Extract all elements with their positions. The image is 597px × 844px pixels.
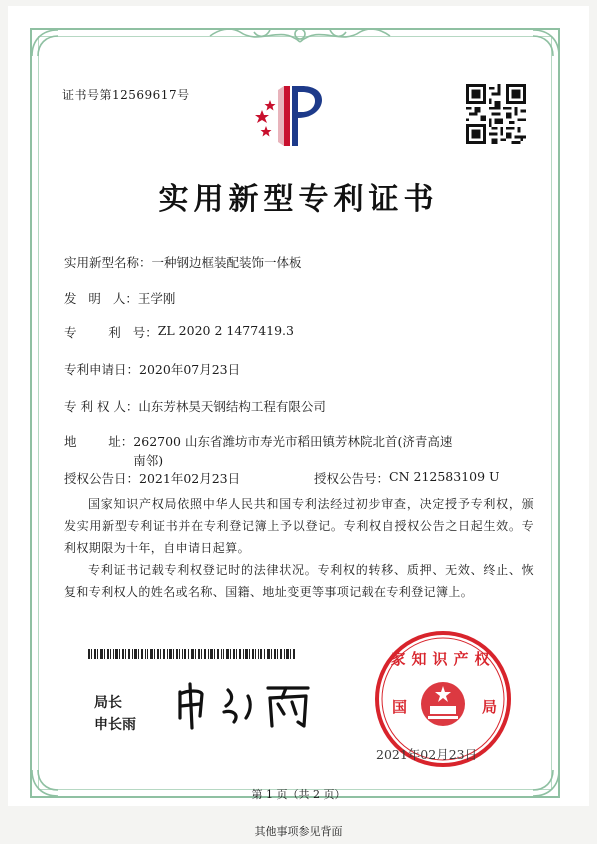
field-label: 地 址： (64, 434, 134, 449)
seal-date: 2021年02月23日 (376, 747, 478, 762)
grant-statement-paragraph: 国家知识产权局依照中华人民共和国专利法经过初步审查，决定授予专利权，颁发实用新型专利证书并在专利登记簿上予以登记。专利权自授权公告之日起生效。专利权期限为十年，自申请日起算。 (64, 497, 534, 555)
cnipa-logo-icon (250, 80, 330, 152)
signatory-title-line: 局长 (94, 695, 122, 711)
row-inventor (64, 289, 175, 307)
corner-ornament-top-right (529, 26, 563, 60)
field-value: 262700 山东省潍坊市寿光市稻田镇芳林院北首(济青高速南邻) (133, 434, 453, 468)
footer-note: 其他事项参见背面 (254, 825, 343, 838)
field-value: 2020年07月23日 (139, 362, 241, 377)
legal-status-paragraph: 专利证书记载专利权登记时的法律状况。专利权的转移、质押、无效、终止、恢复和专利权人的姓名或名称、国籍、地址变更等事项记载在专利登记簿上。 (64, 563, 534, 599)
svg-text:家知识产权: 家知识产权 (390, 650, 496, 668)
field-label: 授权公告号： (314, 471, 390, 486)
barcode-icon (88, 649, 296, 659)
svg-text:国: 国 (392, 698, 408, 716)
row-grant-number (314, 469, 500, 487)
field-value: 王学刚 (137, 291, 176, 306)
field-value: ZL 2020 2 1477419.3 (157, 323, 294, 338)
field-value: 一种钢边框装配装饰一体板 (151, 255, 302, 270)
field-label: 专 利 权 人： (64, 399, 139, 414)
row-grant-date (64, 469, 240, 487)
field-value: 2021年02月23日 (139, 471, 241, 486)
signatory-name: 申长雨 (94, 717, 136, 733)
row-patentee (64, 397, 326, 415)
field-label: 发 明 人： (64, 291, 138, 306)
row-address (64, 432, 463, 470)
certificate-number: 证书号第12569617号 (62, 88, 190, 102)
row-patent-number (64, 323, 294, 341)
row-filing-date (64, 360, 240, 378)
field-label: 专利申请日： (64, 362, 140, 377)
page-number: 第 1 页（共 2 页） (251, 788, 346, 801)
field-label: 授权公告日： (64, 471, 140, 486)
top-ornament (200, 22, 400, 48)
field-value: CN 212583109 U (389, 469, 500, 484)
qr-code-icon (466, 84, 526, 144)
certificate-title: 实用新型专利证书 (158, 182, 439, 217)
corner-ornament-top-left (28, 26, 62, 60)
signatory-title (94, 692, 136, 736)
field-label: 实用新型名称： (64, 255, 152, 270)
svg-text:局: 局 (482, 698, 498, 716)
row-utility-model-name (64, 253, 302, 271)
field-label: 专 利 号： (64, 325, 158, 340)
handwritten-signature (170, 682, 320, 730)
field-value: 山东芳林昊天钢结构工程有限公司 (138, 399, 326, 414)
